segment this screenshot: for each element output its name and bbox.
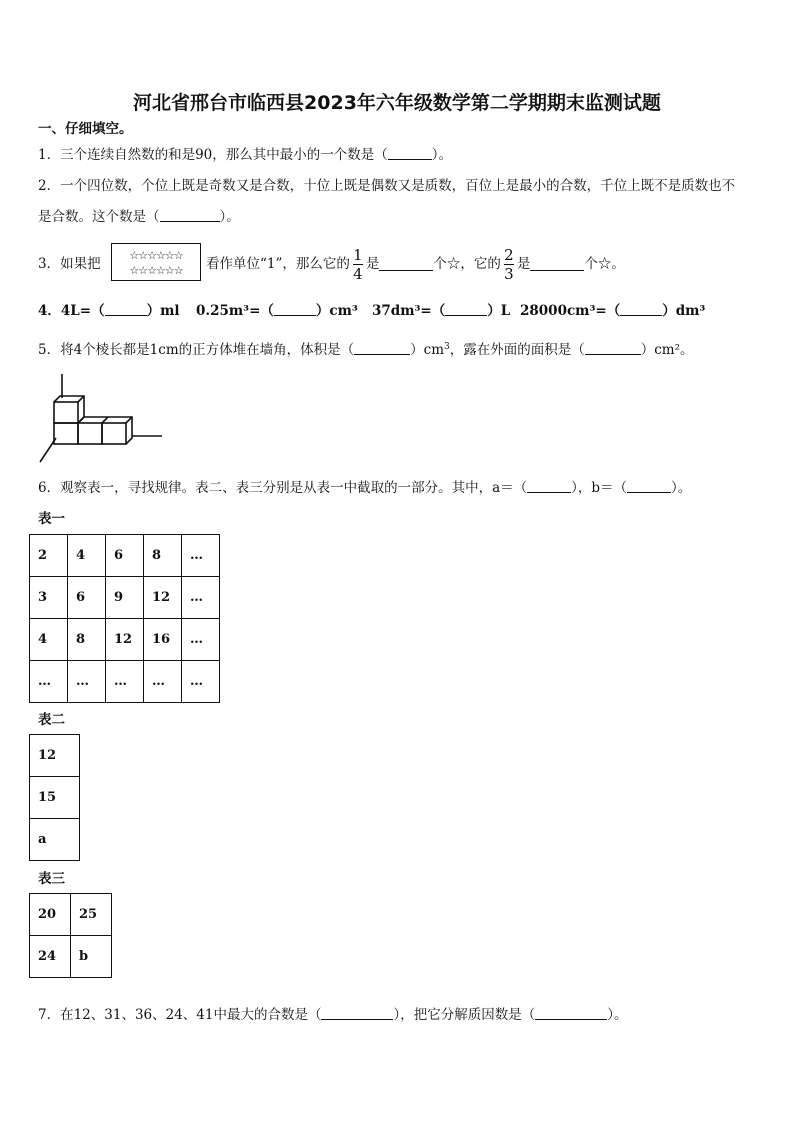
q4-p2a: 0.25m³=（ <box>196 303 274 319</box>
q3-text-d: 个☆，它的 <box>433 256 501 272</box>
table-cell: 2 <box>30 535 68 577</box>
q4-p4a: 28000cm³=（ <box>520 303 621 319</box>
table-cell: b <box>71 936 112 978</box>
frac1-num: 1 <box>353 245 363 264</box>
q1-end: ）。 <box>431 147 453 163</box>
table1-label: 表一 <box>38 511 65 527</box>
question-1 <box>38 146 452 164</box>
q3-text-f: 个☆。 <box>584 256 625 272</box>
q4-p2b: ）cm³ <box>315 303 358 319</box>
q4-blank-4[interactable] <box>620 303 662 316</box>
table-cell: 25 <box>71 894 112 936</box>
q4-part-2 <box>196 302 358 320</box>
q5-text-b: ）cm <box>410 342 445 358</box>
table-cell: … <box>30 661 68 703</box>
table-cell: 12 <box>30 735 80 777</box>
q5-text-c: ，露在外面的面积是（ <box>449 342 585 358</box>
table-cell: 3 <box>30 577 68 619</box>
q4-p3b: ）L <box>487 303 511 319</box>
frac2-den: 3 <box>504 264 514 283</box>
table-cell: 24 <box>30 936 71 978</box>
q3-text-b: 看作单位“1”，那么它的 <box>206 256 350 272</box>
table-cell: 4 <box>30 619 68 661</box>
q1-text: 1．三个连续自然数的和是90，那么其中最小的一个数是（ <box>38 147 388 163</box>
q3-prefix: 3．如果把 <box>38 256 101 272</box>
fraction-one-quarter <box>353 247 363 282</box>
table-row <box>30 894 112 936</box>
q5-blank-2[interactable] <box>585 342 641 355</box>
q3-blank-1[interactable] <box>379 258 433 271</box>
table-cell: 16 <box>144 619 182 661</box>
q7-text-a: 7．在12、31、36、24、41中最大的合数是（ <box>38 1007 322 1023</box>
table-row <box>30 619 220 661</box>
table-cell: 20 <box>30 894 71 936</box>
table-cell: 12 <box>144 577 182 619</box>
table-cell: … <box>182 535 220 577</box>
table-cell: … <box>106 661 144 703</box>
table-cell: 15 <box>30 777 80 819</box>
q4-blank-1[interactable] <box>105 303 147 316</box>
table2-label: 表二 <box>38 712 65 728</box>
q4-p1b: ）ml <box>146 303 180 319</box>
table-row <box>30 819 80 861</box>
q5-text-d: ）cm²。 <box>640 342 694 358</box>
q3-text-e: 是 <box>516 256 531 272</box>
fraction-two-thirds <box>504 247 514 282</box>
q3-blank-2[interactable] <box>530 258 584 271</box>
frac2-num: 2 <box>504 245 514 264</box>
table-row <box>30 735 80 777</box>
question-2-line2 <box>38 208 240 226</box>
table-cell: … <box>182 619 220 661</box>
table-cell: 8 <box>68 619 106 661</box>
star-row-2: ☆☆☆☆☆☆ <box>129 264 183 277</box>
table-cell: … <box>68 661 106 703</box>
q4-part-4 <box>520 302 705 320</box>
table-2 <box>29 734 80 861</box>
table-cell: … <box>182 661 220 703</box>
table-row <box>30 661 220 703</box>
q5-blank-1[interactable] <box>354 342 410 355</box>
section-heading: 一、仔细填空。 <box>38 121 133 137</box>
table-cell: a <box>30 819 80 861</box>
question-2-line1: 2．一个四位数，个位上既是奇数又是合数，十位上既是偶数又是质数，百位上是最小的合数，千位上既不是质数也不 <box>38 178 736 194</box>
question-7 <box>38 1006 627 1024</box>
table3-label: 表三 <box>38 871 65 887</box>
question-3 <box>206 243 625 285</box>
q4-part-3 <box>372 302 510 320</box>
q4-part-1 <box>38 302 180 320</box>
star-box <box>111 243 201 281</box>
table-3 <box>29 893 112 978</box>
q6-end: ）。 <box>671 480 692 496</box>
table-row <box>30 777 80 819</box>
question-5 <box>38 338 694 359</box>
table-cell: 8 <box>144 535 182 577</box>
q2-text: 是合数。这个数是（ <box>38 209 160 225</box>
q5-sup: 3 <box>444 342 450 352</box>
star-row-1: ☆☆☆☆☆☆ <box>129 249 183 262</box>
q2-end: ）。 <box>219 209 240 225</box>
q2-blank[interactable] <box>160 209 220 222</box>
table-cell: 12 <box>106 619 144 661</box>
table-cell: 6 <box>106 535 144 577</box>
cubes-in-corner-figure <box>36 372 166 464</box>
q4-blank-2[interactable] <box>274 303 316 316</box>
table-cell: 4 <box>68 535 106 577</box>
q4-p1a: 4．4L=（ <box>38 303 105 319</box>
q6-blank-a[interactable] <box>527 480 571 493</box>
table-cell: … <box>144 661 182 703</box>
frac1-den: 4 <box>353 264 363 283</box>
table-1 <box>29 534 220 703</box>
page-title: 河北省邢台市临西县2023年六年级数学第二学期期末监测试题 <box>133 92 661 114</box>
q4-blank-3[interactable] <box>445 303 487 316</box>
q7-text-c: ）。 <box>607 1007 628 1023</box>
table-row <box>30 535 220 577</box>
table-cell: 6 <box>68 577 106 619</box>
q7-blank-1[interactable] <box>321 1007 393 1020</box>
table-row <box>30 936 112 978</box>
q7-text-b: ），把它分解质因数是（ <box>393 1007 536 1023</box>
table-cell: 9 <box>106 577 144 619</box>
q7-blank-2[interactable] <box>535 1007 607 1020</box>
question-6 <box>38 479 691 497</box>
q4-p3a: 37dm³=（ <box>372 303 446 319</box>
table-cell: … <box>182 577 220 619</box>
q6-text: 6．观察表一，寻找规律。表二、表三分别是从表一中截取的一部分。其中，a＝（ <box>38 480 528 496</box>
q4-p4b: ）dm³ <box>662 303 706 319</box>
q6-mid: ），b＝（ <box>571 480 628 496</box>
table-row <box>30 577 220 619</box>
q6-blank-b[interactable] <box>627 480 671 493</box>
q5-text-a: 5．将4个棱长都是1cm的正方体堆在墙角，体积是（ <box>38 342 355 358</box>
q1-blank[interactable] <box>388 147 432 160</box>
q3-text-c: 是 <box>365 256 380 272</box>
